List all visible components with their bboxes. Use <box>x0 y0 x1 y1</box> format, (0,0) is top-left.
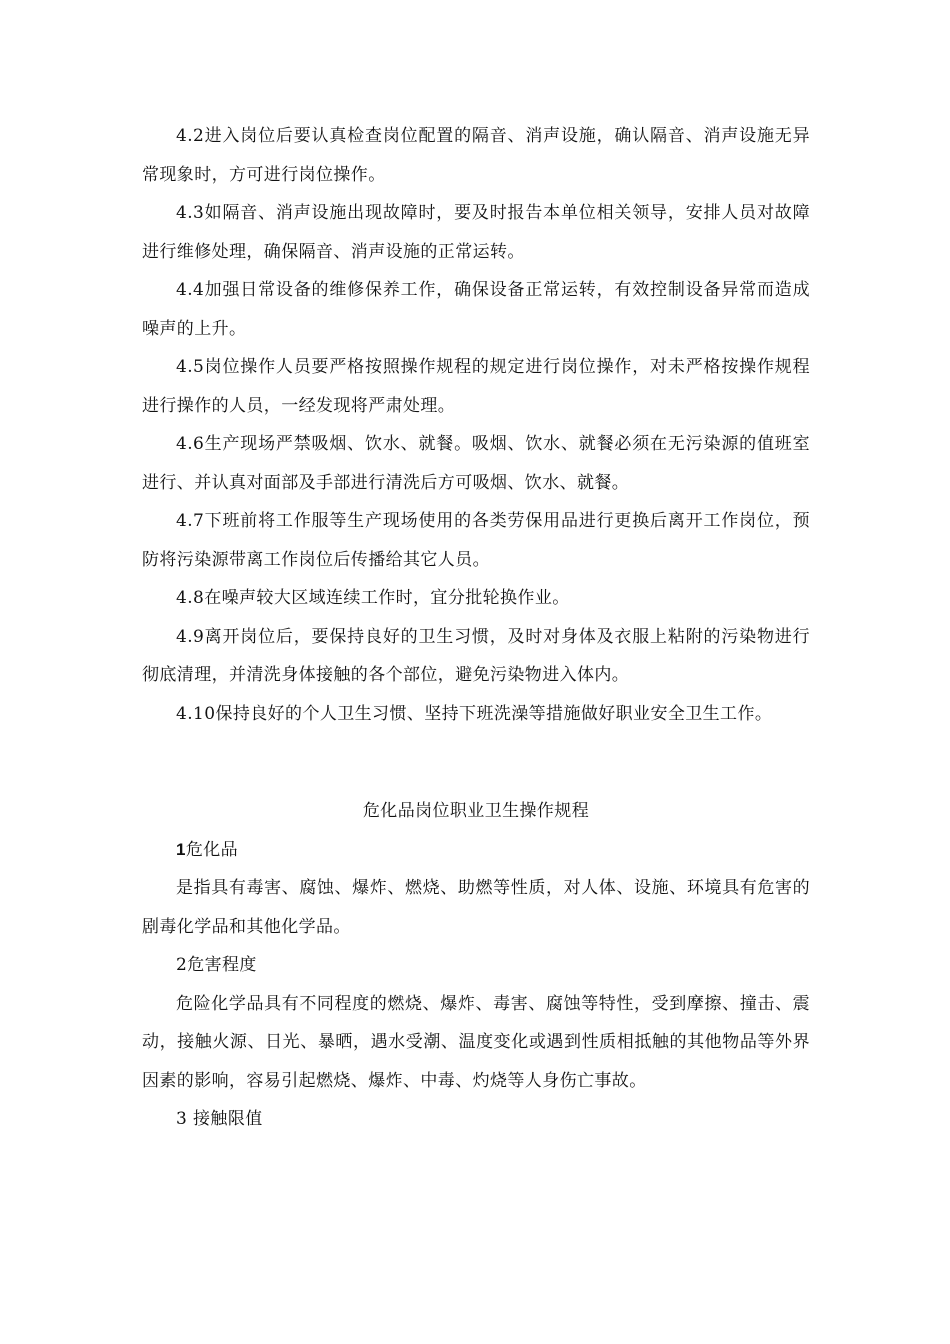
paragraph-4-10: 4.10保持良好的个人卫生习惯、坚持下班洗澡等措施做好职业安全卫生工作。 <box>176 703 773 724</box>
heading-1 <box>142 831 810 870</box>
paragraph-4-5: 4.5岗位操作人员要严格按照操作规程的规定进行岗位操作，对未严格按操作规程进行操作的人员，一经发现将严肃处理。 <box>142 357 810 416</box>
paragraph-4-3: 4.3如隔音、消声设施出现故障时，要及时报告本单位相关领导，安排人员对故障进行维修处理，确保隔音、消声设施的正常运转。 <box>142 203 810 262</box>
paragraph-4-2: 4.2进入岗位后要认真检查岗位配置的隔音、消声设施，确认隔音、消声设施无异常现象时，方可进行岗位操作。 <box>142 126 810 185</box>
heading-2: 2危害程度 <box>176 955 257 975</box>
paragraph-4-7: 4.7下班前将工作服等生产现场使用的各类劳保用品进行更换后离开工作岗位，预防将污染源带离工作岗位后传播给其它人员。 <box>142 511 810 570</box>
paragraph-4-4: 4.4加强日常设备的维修保养工作，确保设备正常运转，有效控制设备异常而造成噪声的上升。 <box>142 280 810 339</box>
document-body <box>142 117 810 1139</box>
heading-3: 3 接触限值 <box>176 1109 263 1129</box>
heading-1-text: 危化品 <box>185 839 239 860</box>
heading-1-number: 1 <box>176 839 186 859</box>
paragraph-2: 危险化学品具有不同程度的燃烧、爆炸、毒害、腐蚀等特性，受到摩擦、撞击、震动，接触火源、日光、暴晒，遇水受潮、温度变化或遇到性质相抵触的其他物品等外界因素的影响，容易引起燃烧、爆炸、中毒、灼烧等人身伤亡事故。 <box>142 993 810 1091</box>
paragraph-4-6: 4.6生产现场严禁吸烟、饮水、就餐。吸烟、饮水、就餐必须在无污染源的值班室进行、并认真对面部及手部进行清洗后方可吸烟、饮水、就餐。 <box>142 434 810 493</box>
paragraph-4-8: 4.8在噪声较大区域连续工作时，宜分批轮换作业。 <box>176 588 570 608</box>
section-title: 危化品岗位职业卫生操作规程 <box>362 801 590 821</box>
paragraph-4-9: 4.9离开岗位后，要保持良好的卫生习惯，及时对身体及衣服上粘附的污染物进行彻底清理，并清洗身体接触的各个部位，避免污染物进入体内。 <box>142 626 810 685</box>
paragraph-1: 是指具有毒害、腐蚀、爆炸、燃烧、助燃等性质，对人体、设施、环境具有危害的剧毒化学品和其他化学品。 <box>142 878 810 937</box>
